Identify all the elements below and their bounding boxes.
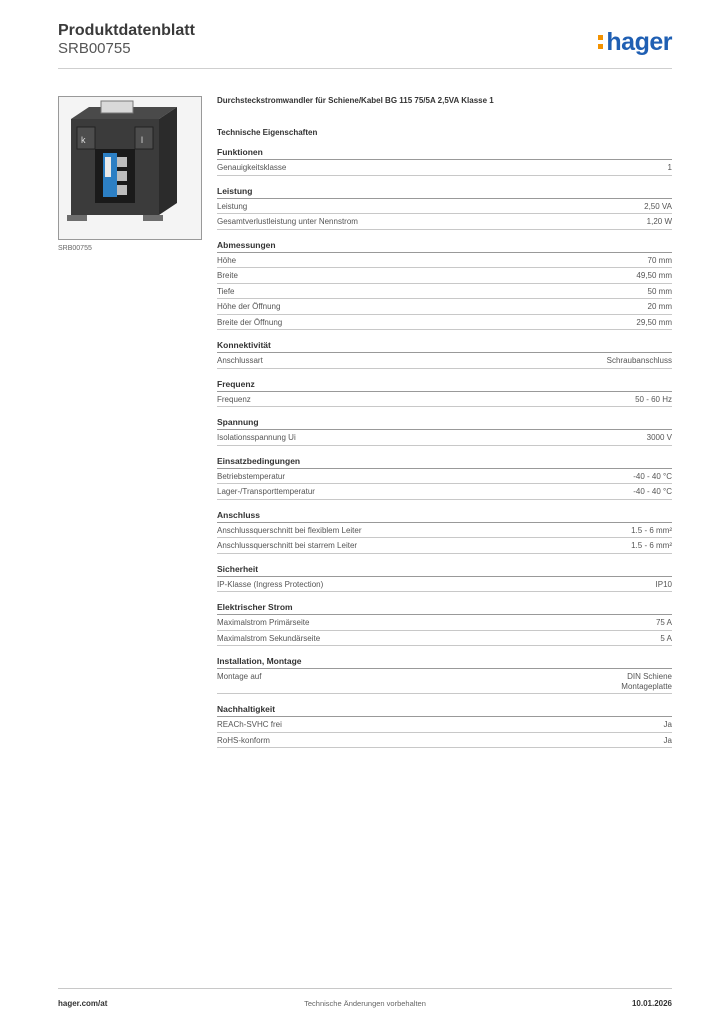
spec-label: Lager-/Transporttemperatur [217, 487, 315, 496]
spec-row [217, 315, 672, 331]
spec-row [217, 733, 672, 749]
spec-row [217, 199, 672, 215]
spec-label: Tiefe [217, 286, 235, 296]
spec-group [217, 379, 672, 408]
spec-group-title: Sicherheit [217, 564, 672, 577]
spec-value: 49,50 mm [636, 271, 672, 280]
spec-group [217, 340, 672, 369]
spec-label: Höhe [217, 255, 237, 265]
spec-group [217, 417, 672, 446]
spec-group [217, 456, 672, 500]
document-title: Produktdatenblatt [58, 22, 195, 39]
spec-label: Maximalstrom Primärseite [217, 618, 310, 627]
spec-row [217, 717, 672, 733]
spec-group-title: Funktionen [217, 147, 672, 160]
product-specifications [217, 96, 672, 748]
spec-label: Höhe der Öffnung [217, 302, 281, 311]
spec-group [217, 186, 672, 230]
spec-group-title: Abmessungen [217, 240, 672, 253]
spec-row [217, 469, 672, 485]
spec-value: -40 - 40 °C [633, 487, 672, 496]
spec-group-title: Elektrischer Strom [217, 602, 672, 615]
logo-text: hager [606, 28, 672, 56]
spec-label: Maximalstrom Sekundärseite [217, 633, 321, 643]
spec-group [217, 510, 672, 554]
page-header [58, 20, 672, 69]
product-code: SRB00755 [58, 40, 131, 57]
page-footer [58, 988, 672, 1013]
spec-label: Montage auf [217, 672, 262, 681]
spec-label: Anschlussquerschnitt bei starrem Leiter [217, 541, 358, 550]
logo-colon-icon [598, 33, 604, 51]
spec-group [217, 564, 672, 593]
spec-group-title: Installation, Montage [217, 656, 672, 669]
spec-label: Leistung [217, 201, 248, 211]
spec-row [217, 577, 672, 593]
spec-label: Isolationsspannung Ui [217, 433, 296, 442]
spec-value: 1.5 - 6 mm² [631, 541, 672, 550]
spec-label: Genauigkeitsklasse [217, 163, 287, 172]
spec-row [217, 430, 672, 446]
section-title: Technische Eigenschaften [217, 128, 318, 137]
spec-group-title: Leistung [217, 186, 672, 199]
spec-label: Breite der Öffnung [217, 317, 283, 327]
spec-group [217, 704, 672, 748]
spec-row [217, 253, 672, 269]
spec-value: IP10 [655, 579, 672, 589]
spec-row [217, 299, 672, 315]
spec-group-title: Nachhaltigkeit [217, 704, 672, 717]
spec-value: 3000 V [646, 433, 672, 442]
spec-label: Frequenz [217, 394, 251, 404]
spec-group [217, 240, 672, 331]
spec-row [217, 214, 672, 230]
spec-row [217, 615, 672, 631]
spec-row [217, 160, 672, 176]
footer-disclaimer: Technische Änderungen vorbehalten [304, 999, 426, 1008]
spec-label: Betriebstemperatur [217, 471, 286, 481]
spec-value: 1,20 W [646, 217, 672, 226]
spec-group [217, 656, 672, 694]
current-transformer-illustration [59, 97, 201, 239]
product-image [58, 96, 202, 240]
spec-label: Anschlussquerschnitt bei flexiblem Leiter [217, 525, 362, 535]
spec-value: DIN Schiene Montageplatte [621, 672, 672, 691]
spec-group [217, 147, 672, 176]
spec-row [217, 284, 672, 300]
spec-row [217, 538, 672, 554]
spec-value: Schraubanschluss [606, 356, 672, 365]
spec-value: -40 - 40 °C [633, 471, 672, 481]
spec-label: Anschlussart [217, 356, 263, 365]
spec-value: 75 A [655, 618, 672, 627]
spec-value: Ja [663, 720, 672, 729]
spec-label: IP-Klasse (Ingress Protection) [217, 579, 324, 589]
spec-label: RoHS-konform [217, 735, 270, 745]
image-caption: SRB00755 [58, 245, 92, 252]
hager-logo [598, 28, 672, 57]
spec-row [217, 631, 672, 647]
spec-row [217, 523, 672, 539]
spec-row [217, 268, 672, 284]
product-title: Durchsteckstromwandler für Schiene/Kabel BG 115 75/5A 2,5VA Klasse 1 [217, 96, 494, 105]
spec-label: Gesamtverlustleistung unter Nennstrom [217, 217, 358, 226]
spec-group-title: Frequenz [217, 379, 672, 392]
spec-value: 50 mm [647, 286, 672, 296]
svg-text:k: k [81, 135, 86, 145]
spec-group-title: Konnektivität [217, 340, 672, 353]
spec-row [217, 484, 672, 500]
spec-value: 1 [667, 163, 672, 172]
spec-group [217, 602, 672, 646]
spec-row [217, 392, 672, 408]
spec-group-title: Anschluss [217, 510, 672, 523]
spec-row [217, 353, 672, 369]
spec-label: Breite [217, 271, 238, 280]
svg-text:l: l [141, 135, 143, 145]
spec-value: 20 mm [647, 302, 672, 311]
spec-group-title: Einsatzbedingungen [217, 456, 672, 469]
spec-groups [217, 147, 672, 748]
spec-group-title: Spannung [217, 417, 672, 430]
spec-value: 29,50 mm [636, 317, 672, 327]
spec-value: 70 mm [647, 255, 672, 265]
spec-value: 2,50 VA [644, 201, 672, 211]
spec-value: Ja [663, 735, 672, 745]
footer-website[interactable]: hager.com/at [58, 999, 108, 1008]
spec-value: 5 A [660, 633, 672, 643]
spec-value: 1.5 - 6 mm² [631, 525, 672, 535]
spec-label: REACh-SVHC frei [217, 720, 282, 729]
footer-date: 10.01.2026 [631, 999, 672, 1008]
spec-value: 50 - 60 Hz [635, 394, 672, 404]
spec-row [217, 669, 672, 694]
